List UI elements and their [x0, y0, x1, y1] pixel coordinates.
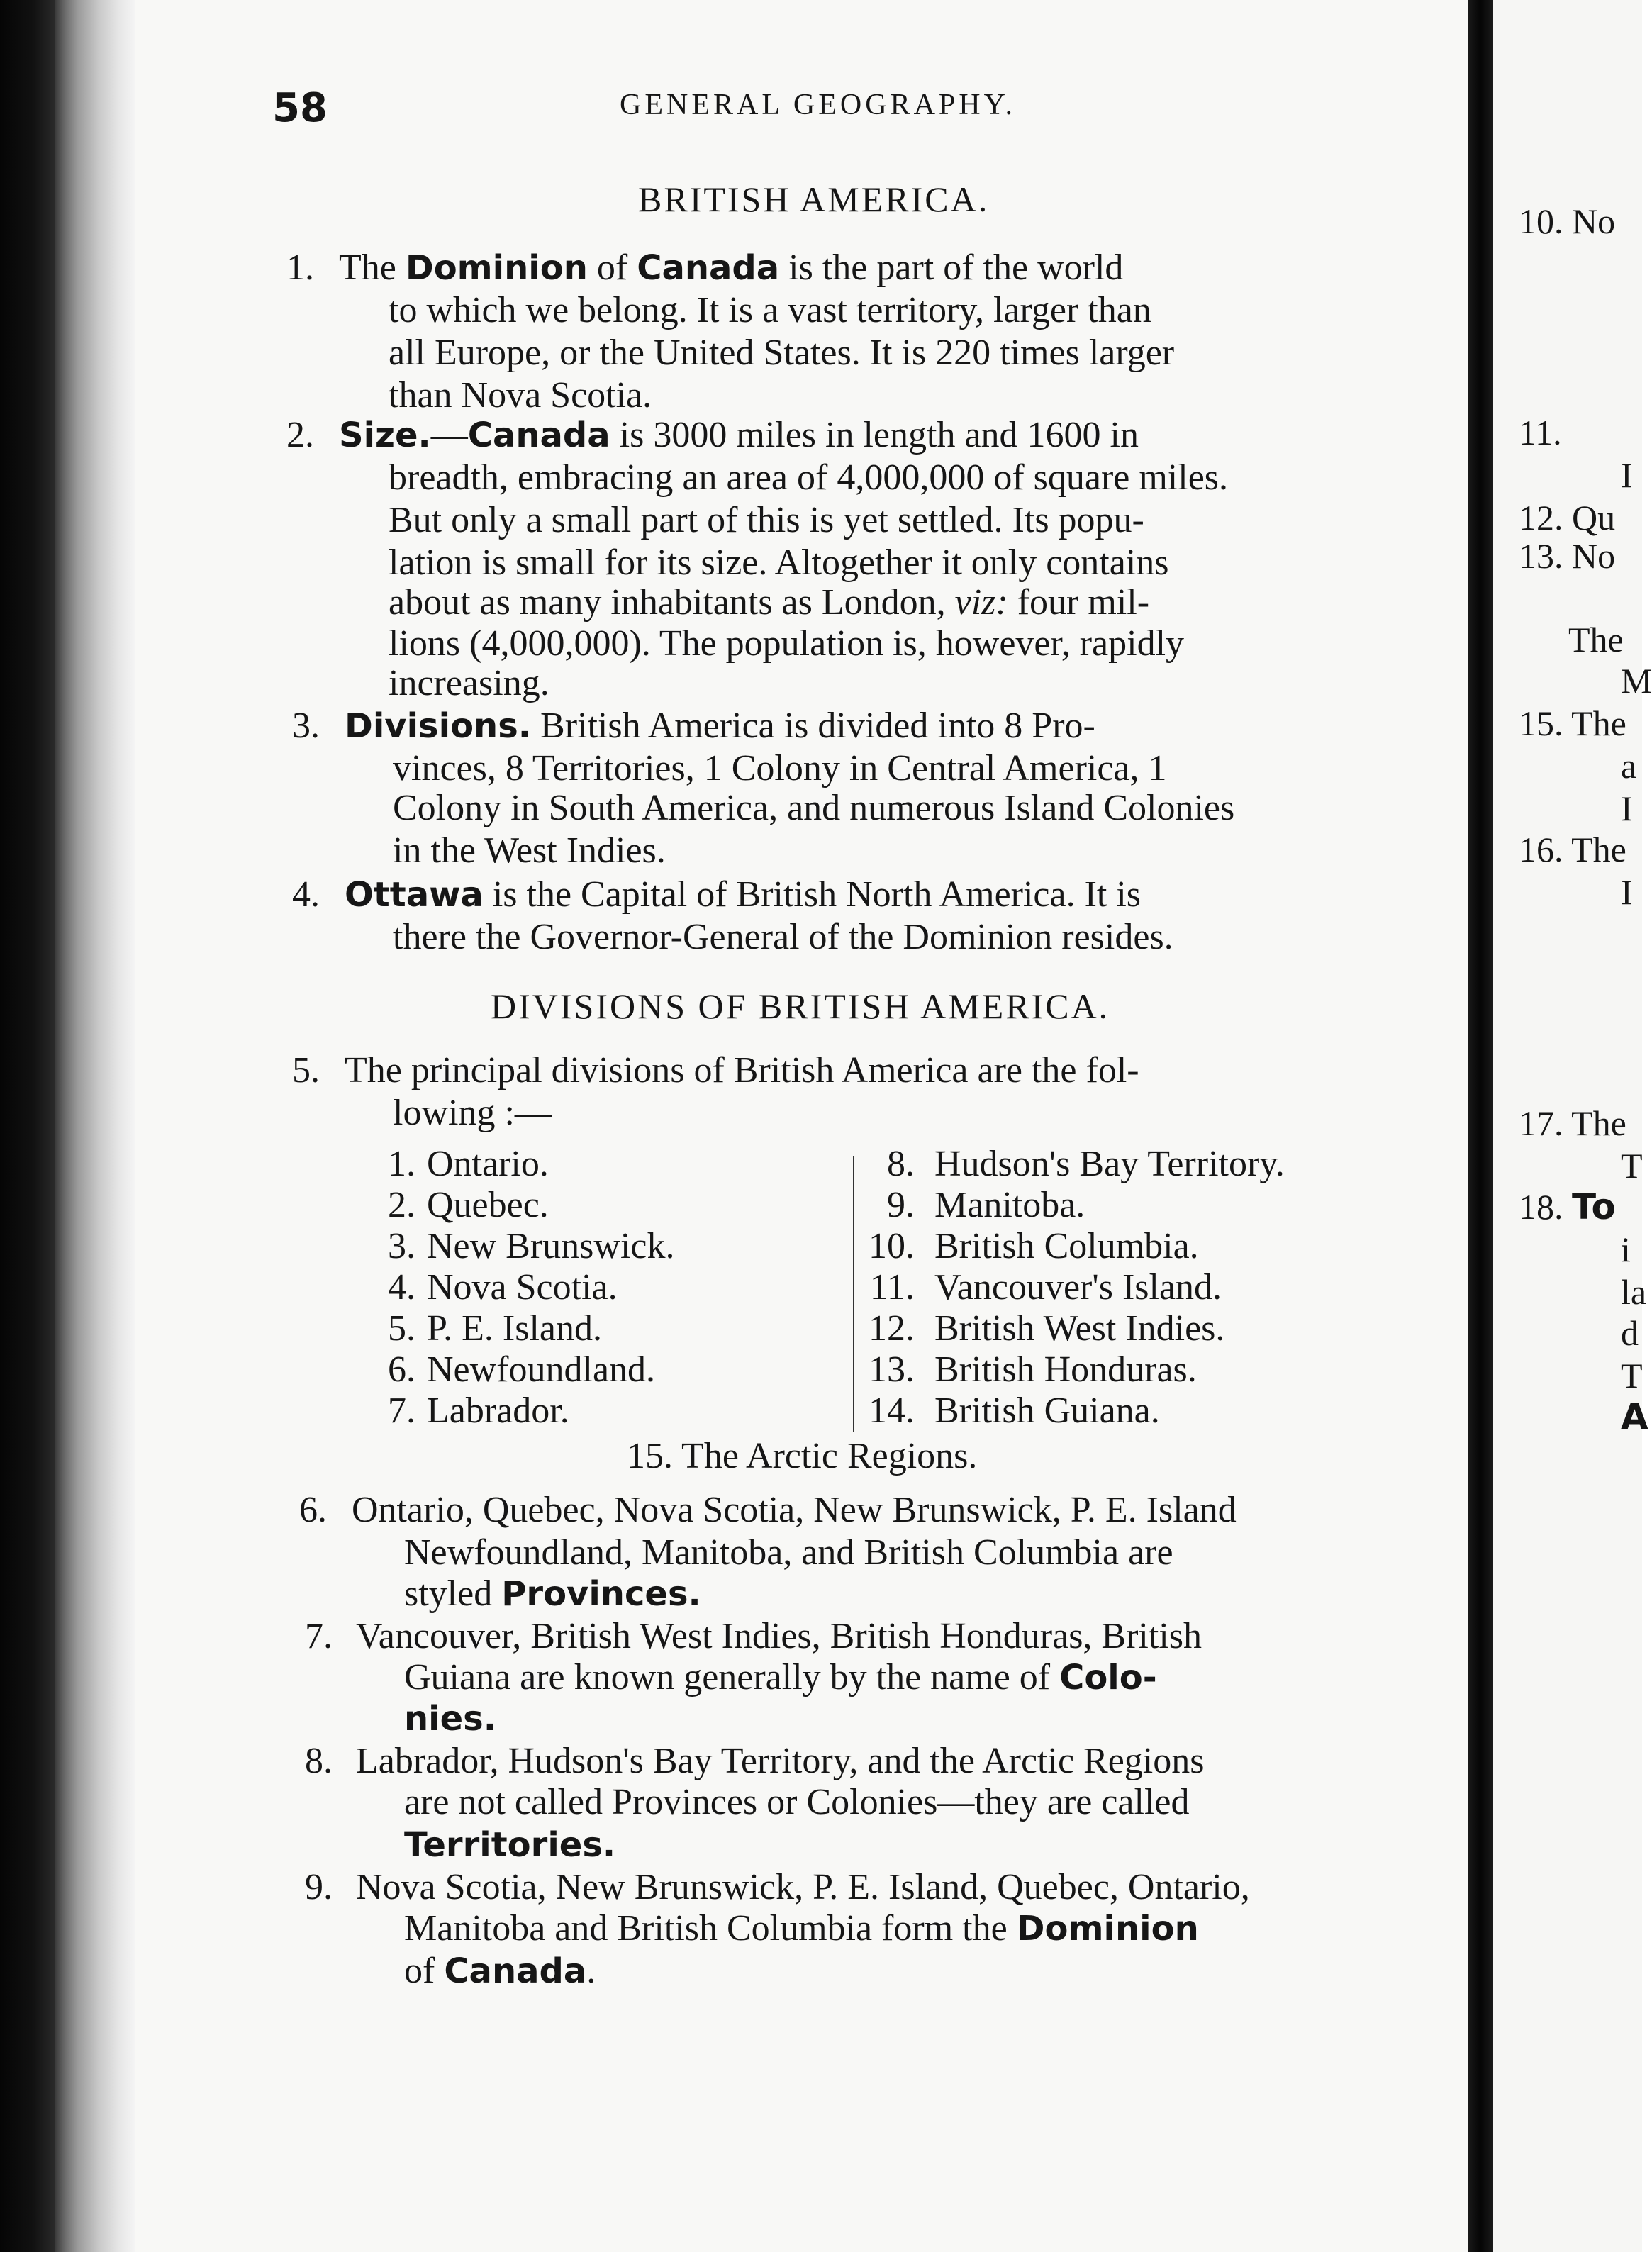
facing-page-line: M	[1621, 661, 1652, 701]
division-number: 10.	[869, 1226, 915, 1266]
column-divider	[853, 1156, 854, 1432]
paragraph-8-line-1: Labrador, Hudson's Bay Territory, and the Arctic Regions	[356, 1741, 1205, 1781]
paragraph-4-line-2: there the Governor-General of the Dominion resides.	[393, 917, 1173, 957]
paragraph-2-line-1: Size.—Canada is 3000 miles in length and 1600 in	[339, 415, 1139, 455]
division-name: Labrador.	[427, 1390, 569, 1431]
facing-page-line: 17. The	[1519, 1103, 1626, 1143]
paragraph-1-line-4: than Nova Scotia.	[389, 375, 652, 416]
division-name: British West Indies.	[934, 1308, 1225, 1349]
paragraph-number: 4.	[292, 874, 320, 915]
facing-page-line: I	[1621, 788, 1633, 828]
paragraph-number: 2.	[286, 415, 314, 455]
paragraph-3-line-1: Divisions. British America is divided into 8 Pro-	[345, 706, 1095, 746]
division-name: Manitoba.	[934, 1185, 1085, 1225]
facing-page-line: d	[1621, 1313, 1639, 1353]
paragraph-7-line-3: nies.	[404, 1699, 496, 1739]
division-name: Newfoundland.	[427, 1349, 656, 1390]
division-number: 7.	[388, 1390, 415, 1431]
paragraph-6-line-1: Ontario, Quebec, Nova Scotia, New Brunswick, P. E. Island	[352, 1490, 1237, 1530]
section-heading-divisions: DIVISIONS OF BRITISH AMERICA.	[491, 986, 1110, 1026]
paragraph-3-line-4: in the West Indies.	[393, 830, 666, 871]
division-number: 14.	[869, 1390, 915, 1431]
division-number: 8.	[887, 1144, 915, 1184]
paragraph-2-line-7: increasing.	[389, 663, 549, 703]
facing-page-line: a	[1621, 746, 1637, 786]
paragraph-2-line-6: lions (4,000,000). The population is, however, rapidly	[389, 623, 1185, 664]
facing-page-line: 13. No	[1519, 536, 1616, 576]
paragraph-number: 3.	[292, 706, 320, 746]
paragraph-7-line-2: Guiana are known generally by the name of Colo-	[404, 1657, 1157, 1698]
division-name: Hudson's Bay Territory.	[934, 1144, 1285, 1184]
facing-page-line: 11.	[1519, 413, 1562, 452]
paragraph-6-line-2: Newfoundland, Manitoba, and British Columbia are	[404, 1532, 1173, 1573]
facing-page-line: T	[1621, 1356, 1643, 1395]
facing-page-line: 15. The	[1519, 703, 1626, 743]
facing-page-edge	[1493, 0, 1652, 2252]
division-number: 11.	[869, 1267, 915, 1308]
paragraph-6-line-3: styled Provinces.	[404, 1573, 701, 1614]
paragraph-3-line-3: Colony in South America, and numerous Island Colonies	[393, 788, 1235, 828]
paragraph-2-line-3: But only a small part of this is yet settled. Its popu-	[389, 500, 1144, 540]
paragraph-number: 6.	[299, 1490, 327, 1530]
division-name: Ontario.	[427, 1144, 549, 1184]
paragraph-9-line-1: Nova Scotia, New Brunswick, P. E. Island, Quebec, Ontario,	[356, 1867, 1250, 1907]
paragraph-2-line-2: breadth, embracing an area of 4,000,000 of square miles.	[389, 457, 1229, 498]
book-spine-shadow	[55, 0, 135, 2252]
paragraph-number: 1.	[286, 247, 314, 288]
division-number: 3.	[388, 1226, 415, 1266]
facing-page-line: T	[1621, 1146, 1643, 1186]
paragraph-2-line-5: about as many inhabitants as London, viz: four mil-	[389, 582, 1150, 623]
paragraph-1-line-2: to which we belong. It is a vast territory, larger than	[389, 290, 1151, 330]
facing-page-line: The	[1568, 620, 1624, 659]
facing-page-line: la	[1621, 1272, 1647, 1312]
running-head: GENERAL GEOGRAPHY.	[620, 89, 1017, 121]
division-number: 13.	[869, 1349, 915, 1390]
division-name: Vancouver's Island.	[934, 1267, 1222, 1308]
facing-page-line: I	[1621, 872, 1633, 912]
paragraph-5-line-1: The principal divisions of British America are the fol-	[345, 1050, 1139, 1091]
paragraph-9-line-2: Manitoba and British Columbia form the Dominion	[404, 1908, 1199, 1949]
paragraph-8-line-3: Territories.	[404, 1825, 616, 1865]
division-name: British Honduras.	[934, 1349, 1197, 1390]
page-gutter	[1468, 0, 1493, 2252]
paragraph-1-line-1: The Dominion of Canada is the part of the world	[339, 247, 1124, 288]
section-heading-british-america: BRITISH AMERICA.	[638, 179, 990, 219]
division-name: Quebec.	[427, 1185, 549, 1225]
paragraph-number: 7.	[305, 1616, 333, 1656]
paragraph-4-line-1: Ottawa is the Capital of British North America. It is	[345, 874, 1142, 915]
facing-page-line: 16. The	[1519, 830, 1626, 869]
division-number: 4.	[388, 1267, 415, 1308]
division-number: 5.	[388, 1308, 415, 1349]
paragraph-5-line-2: lowing :—	[393, 1093, 552, 1133]
division-number: 2.	[388, 1185, 415, 1225]
page-number: 58	[272, 85, 328, 131]
paragraph-3-line-2: vinces, 8 Territories, 1 Colony in Central America, 1	[393, 748, 1167, 788]
scan-edge	[0, 0, 55, 2252]
paragraph-1-line-3: all Europe, or the United States. It is 220 times larger	[389, 333, 1175, 373]
division-number: 12.	[869, 1308, 915, 1349]
division-name: Nova Scotia.	[427, 1267, 618, 1308]
facing-page-line: i	[1621, 1230, 1631, 1269]
facing-page-line: A	[1621, 1396, 1648, 1437]
facing-page-line: 10. No	[1519, 201, 1616, 241]
paragraph-2-line-4: lation is small for its size. Altogether it only contains	[389, 542, 1169, 583]
division-number: 6.	[388, 1349, 415, 1390]
division-name: New Brunswick.	[427, 1226, 675, 1266]
paragraph-9-line-3: of Canada.	[404, 1951, 596, 1991]
division-name: British Guiana.	[934, 1390, 1160, 1431]
paragraph-number: 5.	[292, 1050, 320, 1091]
paragraph-number: 8.	[305, 1741, 333, 1781]
paragraph-7-line-1: Vancouver, British West Indies, British Honduras, British	[356, 1616, 1202, 1656]
paragraph-number: 9.	[305, 1867, 333, 1907]
paragraph-8-line-2: are not called Provinces or Colonies—they are called	[404, 1782, 1190, 1822]
facing-page-line: 12. Qu	[1519, 498, 1616, 537]
facing-page-line: I	[1621, 455, 1633, 495]
division-name: P. E. Island.	[427, 1308, 602, 1349]
division-item-15: 15. The Arctic Regions.	[627, 1436, 978, 1476]
facing-page-line: 18. To	[1519, 1186, 1616, 1227]
division-number: 1.	[388, 1144, 415, 1184]
division-name: British Columbia.	[934, 1226, 1199, 1266]
division-number: 9.	[887, 1185, 915, 1225]
